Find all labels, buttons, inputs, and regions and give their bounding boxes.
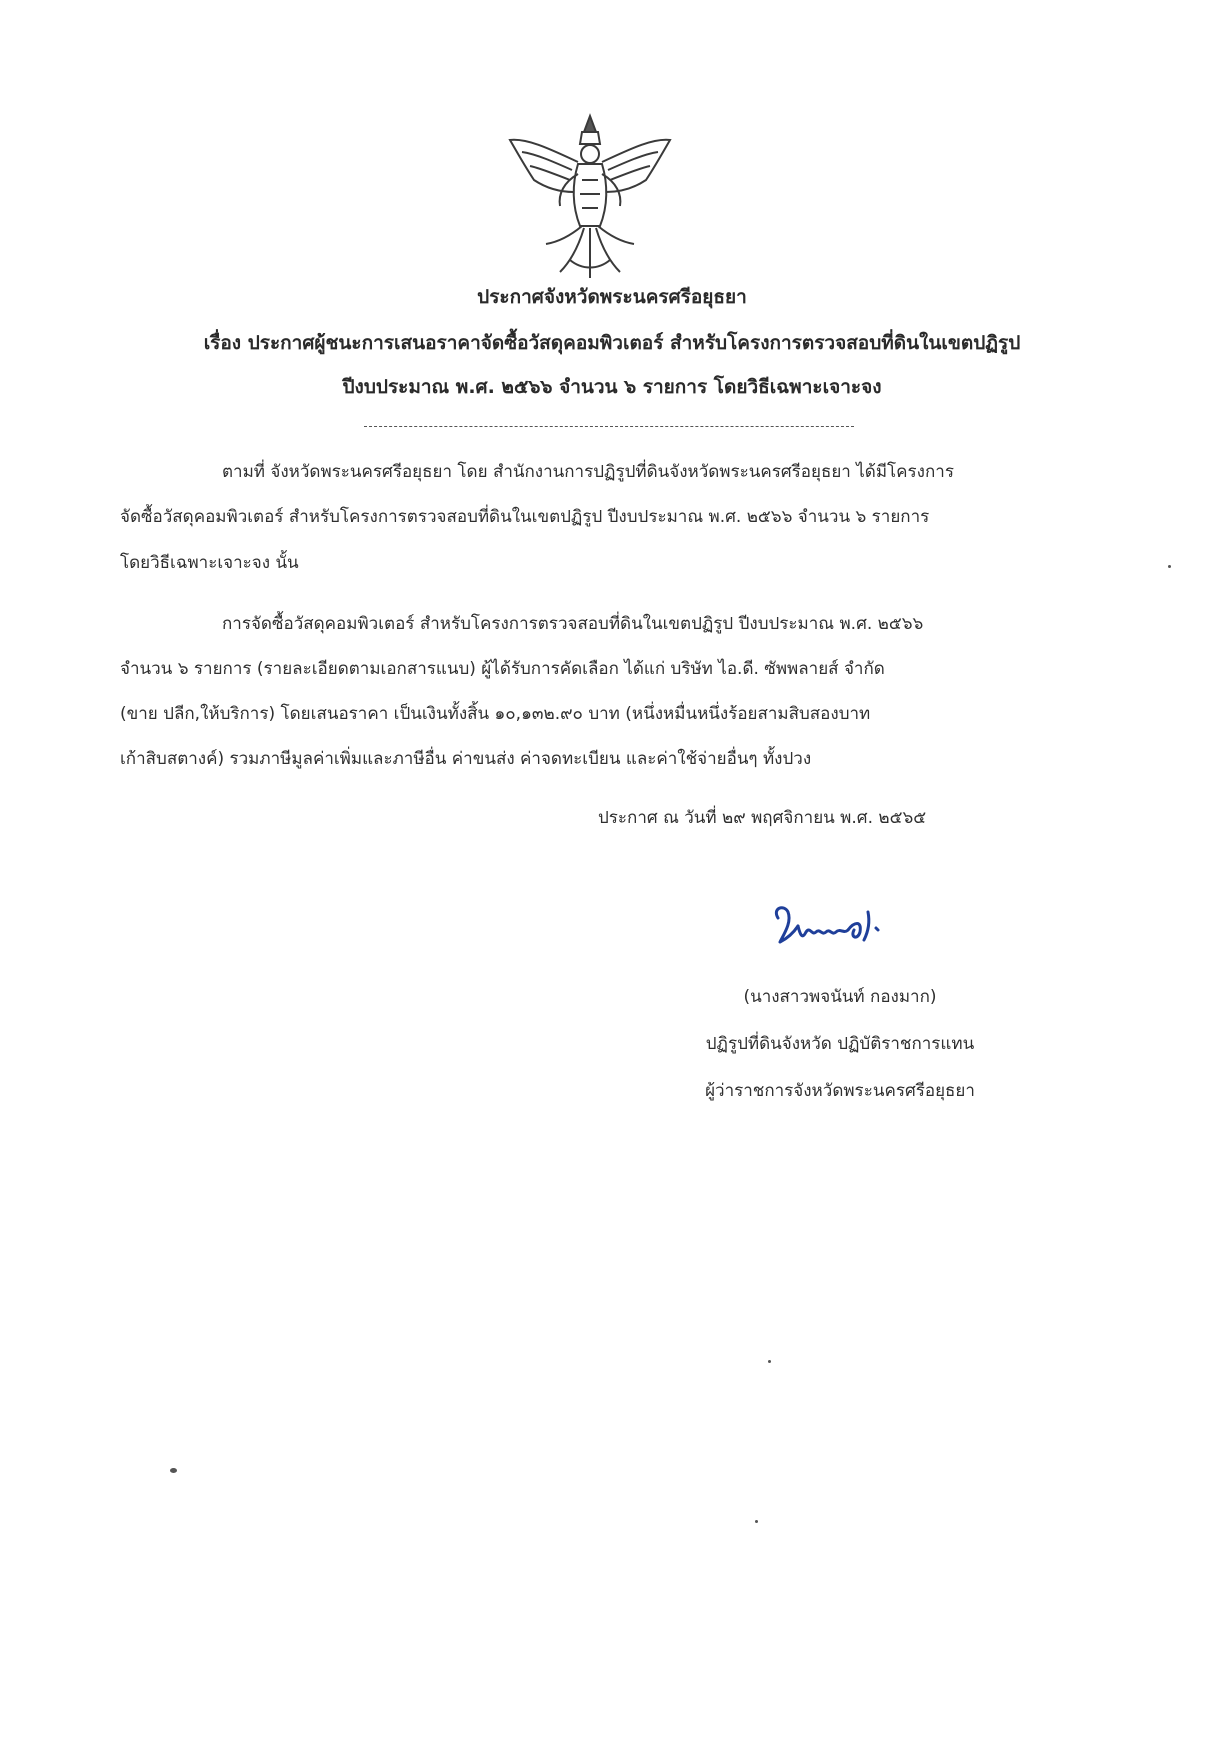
announcement-date: ประกาศ ณ วันที่ ๒๙ พฤศจิกายน พ.ศ. ๒๕๖๕	[598, 808, 927, 828]
document-organization: ประกาศจังหวัดพระนครศรีอยุธยา	[477, 286, 747, 308]
paragraph-1-line-1: ตามที่ จังหวัดพระนครศรีอยุธยา โดย สำนักงานการปฏิรูปที่ดินจังหวัดพระนครศรีอยุธยา ได้มีโครงการ	[222, 462, 954, 482]
scan-speck	[755, 1520, 758, 1523]
scan-speck	[768, 1360, 771, 1363]
signatory-office: ผู้ว่าราชการจังหวัดพระนครศรีอยุธยา	[705, 1081, 975, 1101]
document-budget-line: ปีงบประมาณ พ.ศ. ๒๕๖๖ จำนวน ๖ รายการ โดยวิธีเฉพาะเจาะจง	[342, 376, 882, 398]
paragraph-2-line-2: จำนวน ๖ รายการ (รายละเอียดตามเอกสารแนบ) ผู้ได้รับการคัดเลือก ได้แก่ บริษัท ไอ.ดี. ซัพพลายส์ จำกัด	[120, 659, 885, 679]
paragraph-2-line-3: (ขาย ปลีก,ให้บริการ) โดยเสนอราคา เป็นเงินทั้งสิ้น ๑๐,๑๓๒.๙๐ บาท (หนึ่งหมื่นหนึ่งร้อยสามสิบสองบาท	[120, 704, 871, 724]
scan-speck	[170, 1468, 177, 1473]
signatory-position: ปฏิรูปที่ดินจังหวัด ปฏิบัติราชการแทน	[705, 1034, 975, 1054]
signatory-block	[640, 983, 1040, 1124]
signatory-name: (นางสาวพจนันท์ กองมาก)	[743, 987, 937, 1007]
heading-divider	[364, 426, 854, 427]
paragraph-2-line-4: เก้าสิบสตางค์) รวมภาษีมูลค่าเพิ่มและภาษีอื่น ค่าขนส่ง ค่าจดทะเบียน และค่าใช้จ่ายอื่นๆ ทั้งปวง	[120, 749, 812, 769]
garuda-emblem-icon	[500, 110, 680, 285]
document-subject: เรื่อง ประกาศผู้ชนะการเสนอราคาจัดซื้อวัสดุคอมพิวเตอร์ สำหรับโครงการตรวจสอบที่ดินในเขตปฏิรูป	[203, 332, 1021, 354]
handwritten-signature	[764, 898, 894, 958]
scan-speck	[1168, 565, 1171, 568]
paragraph-2-line-1: การจัดซื้อวัสดุคอมพิวเตอร์ สำหรับโครงการตรวจสอบที่ดินในเขตปฏิรูป ปีงบประมาณ พ.ศ. ๒๕๖๖	[222, 614, 924, 634]
paragraph-1-line-2: จัดซื้อวัสดุคอมพิวเตอร์ สำหรับโครงการตรวจสอบที่ดินในเขตปฏิรูป ปีงบประมาณ พ.ศ. ๒๕๖๖ จำนวน ๖ รายการ	[120, 507, 930, 527]
paragraph-1-line-3: โดยวิธีเฉพาะเจาะจง นั้น	[120, 553, 299, 573]
